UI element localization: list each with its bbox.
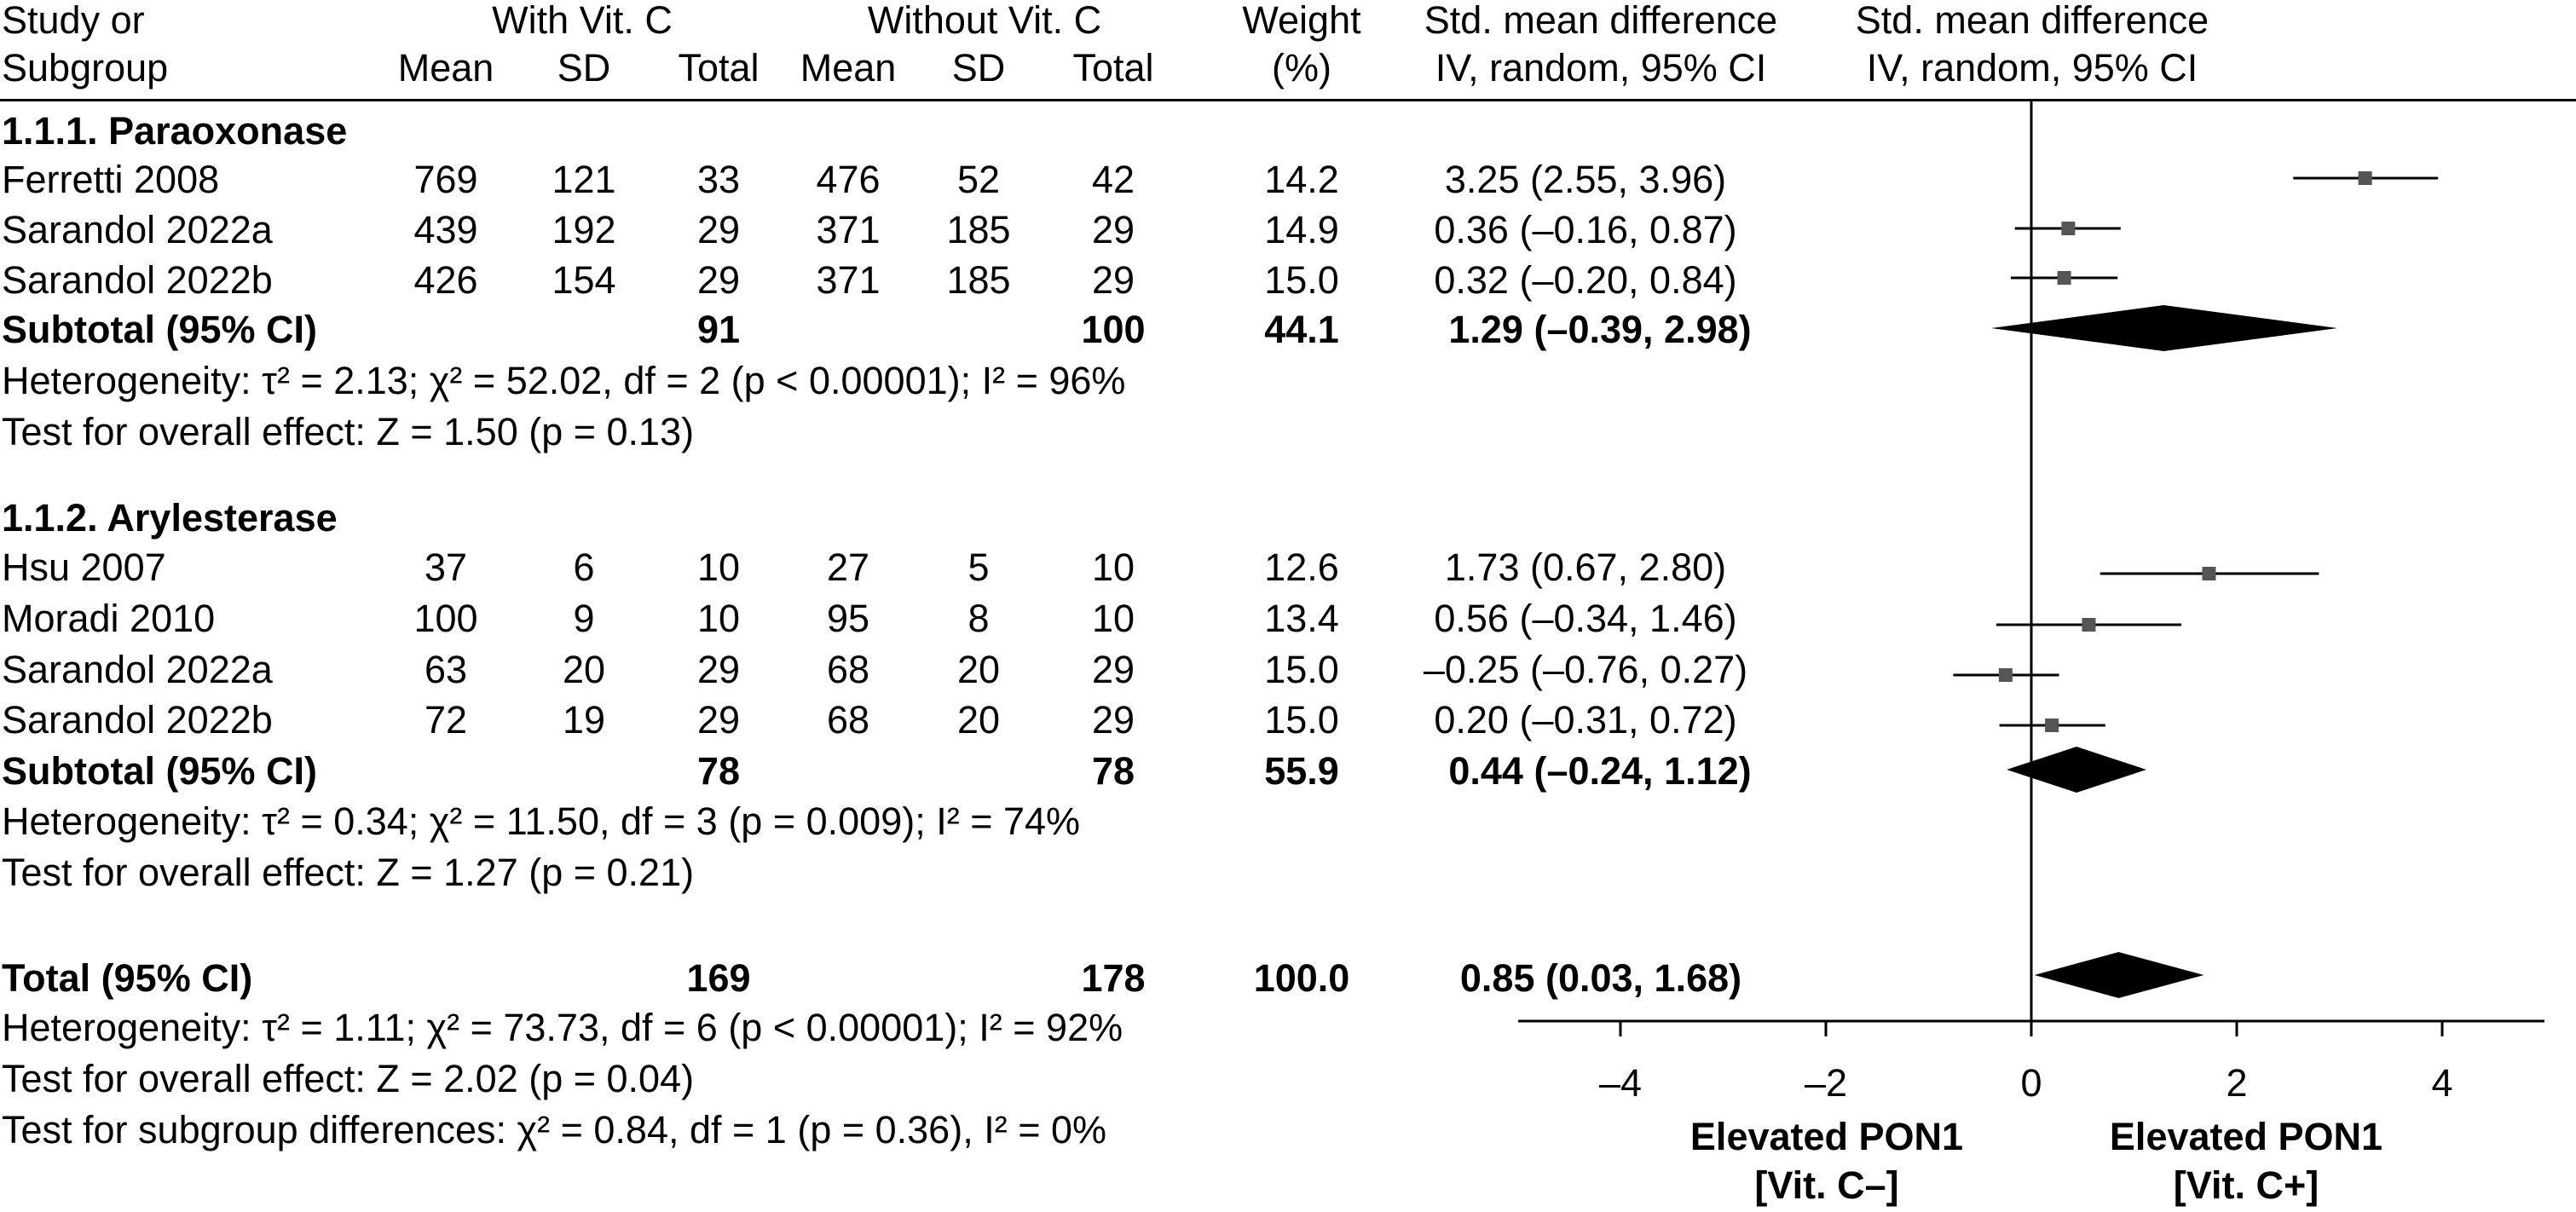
study-name: Moradi 2010 <box>2 597 216 640</box>
study-marker <box>2082 618 2095 632</box>
total-with: 10 <box>696 597 741 640</box>
header-group2: Without Vit. C <box>867 0 1102 42</box>
x-axis-tick-label: –4 <box>1598 1061 1643 1105</box>
sd-with: 19 <box>562 698 606 742</box>
smd-ci: 0.32 (–0.20, 0.84) <box>1434 258 1737 302</box>
total-weight: 100.0 <box>1253 956 1350 1000</box>
study-name: Ferretti 2008 <box>2 158 220 201</box>
x-axis-tick-label: 0 <box>2020 1061 2042 1105</box>
weight: 12.6 <box>1264 545 1339 589</box>
total-total-with: 169 <box>686 956 751 1000</box>
header-weight-line1: Weight <box>1242 0 1361 42</box>
study-name: Sarandol 2022a <box>2 648 273 691</box>
total-without: 29 <box>1091 208 1135 251</box>
header-weight-line2: (%) <box>1272 46 1331 89</box>
sd-without: 5 <box>967 545 990 589</box>
mean-without: 27 <box>826 545 870 589</box>
weight: 14.2 <box>1264 158 1339 201</box>
subtotal-total-with: 91 <box>696 308 741 351</box>
mean-without: 476 <box>816 158 881 201</box>
overall-effect-text: Test for overall effect: Z = 1.27 (p = 0.21) <box>2 851 695 894</box>
smd-ci: 0.56 (–0.34, 1.46) <box>1434 597 1737 640</box>
header-plot-line2: IV, random, 95% CI <box>1866 46 2198 89</box>
header-total2: Total <box>1072 46 1154 89</box>
mean-without: 95 <box>826 597 870 640</box>
weight: 15.0 <box>1264 258 1339 302</box>
subtotal-total-with: 78 <box>696 749 741 793</box>
smd-ci: 3.25 (2.55, 3.96) <box>1444 158 1727 201</box>
smd-ci: 1.73 (0.67, 2.80) <box>1444 545 1727 589</box>
sd-without: 20 <box>956 648 1001 691</box>
heterogeneity-text: Heterogeneity: τ² = 2.13; χ² = 52.02, df = 2 (p < 0.00001); I² = 96% <box>2 359 1126 402</box>
sd-with: 9 <box>573 597 595 640</box>
header-sd1: SD <box>557 46 611 89</box>
mean-with: 439 <box>413 208 478 251</box>
smd-ci: –0.25 (–0.76, 0.27) <box>1423 648 1748 691</box>
heterogeneity-text: Heterogeneity: τ² = 0.34; χ² = 11.50, df = 3 (p = 0.009); I² = 74% <box>2 799 1081 843</box>
total-heterogeneity-text: Heterogeneity: τ² = 1.11; χ² = 73.73, df = 6 (p < 0.00001); I² = 92% <box>2 1006 1123 1049</box>
mean-with: 37 <box>424 545 468 589</box>
total-ci: 0.85 (0.03, 1.68) <box>1459 956 1742 1000</box>
subgroup-title: 1.1.1. Paraoxonase <box>2 109 348 153</box>
sd-without: 52 <box>956 158 1001 201</box>
x-axis-tick-label: 2 <box>2226 1061 2248 1105</box>
study-marker <box>2058 271 2071 285</box>
subtotal-weight: 44.1 <box>1264 308 1339 351</box>
study-name: Sarandol 2022a <box>2 208 273 251</box>
summary-diamond <box>2007 747 2146 793</box>
smd-ci: 0.20 (–0.31, 0.72) <box>1434 698 1737 742</box>
subtotal-total-without: 100 <box>1081 308 1146 351</box>
study-marker <box>2202 567 2215 580</box>
sd-without: 20 <box>956 698 1001 742</box>
header-mean2: Mean <box>800 46 897 89</box>
favours-right-line2: [Vit. C+] <box>2173 1163 2319 1207</box>
header-sd2: SD <box>951 46 1006 89</box>
sd-with: 154 <box>552 258 616 302</box>
mean-without: 371 <box>816 258 881 302</box>
favours-left-line2: [Vit. C–] <box>1754 1163 1899 1207</box>
total-without: 10 <box>1091 545 1135 589</box>
summary-diamond <box>2035 952 2204 998</box>
subtotal-ci: 1.29 (–0.39, 2.98) <box>1448 308 1752 351</box>
summary-diamond <box>1991 305 2337 351</box>
header-smd-line1: Std. mean difference <box>1424 0 1778 42</box>
header-study-line1: Study or <box>2 0 145 42</box>
subgroup-title: 1.1.2. Arylesterase <box>2 496 338 540</box>
total-with: 29 <box>696 698 741 742</box>
sd-without: 185 <box>946 208 1011 251</box>
weight: 14.9 <box>1264 208 1339 251</box>
subtotal-label: Subtotal (95% CI) <box>2 749 318 793</box>
x-axis-tick-label: –2 <box>1804 1061 1848 1105</box>
subtotal-ci: 0.44 (–0.24, 1.12) <box>1448 749 1752 793</box>
sd-with: 192 <box>552 208 616 251</box>
subtotal-label: Subtotal (95% CI) <box>2 308 318 351</box>
total-with: 33 <box>696 158 741 201</box>
header-plot-line1: Std. mean difference <box>1855 0 2209 42</box>
sd-with: 20 <box>562 648 606 691</box>
mean-without: 371 <box>816 208 881 251</box>
total-without: 29 <box>1091 648 1135 691</box>
x-axis-tick-label: 4 <box>2431 1061 2453 1105</box>
sd-with: 6 <box>573 545 595 589</box>
total-overall-effect-text: Test for overall effect: Z = 2.02 (p = 0.04) <box>2 1057 695 1100</box>
weight: 15.0 <box>1264 698 1339 742</box>
mean-without: 68 <box>826 648 870 691</box>
header-smd-line2: IV, random, 95% CI <box>1435 46 1767 89</box>
mean-without: 68 <box>826 698 870 742</box>
total-without: 42 <box>1091 158 1135 201</box>
sd-without: 8 <box>967 597 990 640</box>
total-without: 10 <box>1091 597 1135 640</box>
favours-left-line1: Elevated PON1 <box>1689 1115 1964 1158</box>
sd-with: 121 <box>552 158 616 201</box>
header-group1: With Vit. C <box>492 0 673 42</box>
header-mean1: Mean <box>397 46 494 89</box>
favours-right-line1: Elevated PON1 <box>2109 1115 2383 1158</box>
subtotal-weight: 55.9 <box>1264 749 1339 793</box>
total-without: 29 <box>1091 258 1135 302</box>
mean-with: 72 <box>424 698 468 742</box>
total-with: 29 <box>696 648 741 691</box>
subtotal-total-without: 78 <box>1091 749 1135 793</box>
total-label: Total (95% CI) <box>2 956 253 1000</box>
total-with: 10 <box>696 545 741 589</box>
weight: 15.0 <box>1264 648 1339 691</box>
header-total1: Total <box>678 46 760 89</box>
header-study-line2: Subgroup <box>2 46 169 89</box>
study-name: Sarandol 2022b <box>2 258 273 302</box>
total-with: 29 <box>696 208 741 251</box>
mean-with: 100 <box>413 597 478 640</box>
subgroup-differences-text: Test for subgroup differences: χ² = 0.84, df = 1 (p = 0.36), I² = 0% <box>2 1108 1107 1151</box>
study-marker <box>1999 668 2013 682</box>
study-marker <box>2061 222 2075 235</box>
study-marker <box>2359 171 2372 185</box>
mean-with: 769 <box>413 158 478 201</box>
mean-with: 426 <box>413 258 478 302</box>
study-name: Sarandol 2022b <box>2 698 273 742</box>
study-name: Hsu 2007 <box>2 545 166 589</box>
weight: 13.4 <box>1264 597 1339 640</box>
sd-without: 185 <box>946 258 1011 302</box>
total-with: 29 <box>696 258 741 302</box>
smd-ci: 0.36 (–0.16, 0.87) <box>1434 208 1737 251</box>
overall-effect-text: Test for overall effect: Z = 1.50 (p = 0.13) <box>2 410 695 453</box>
total-total-without: 178 <box>1081 956 1146 1000</box>
mean-with: 63 <box>424 648 468 691</box>
study-marker <box>2045 719 2059 732</box>
total-without: 29 <box>1091 698 1135 742</box>
